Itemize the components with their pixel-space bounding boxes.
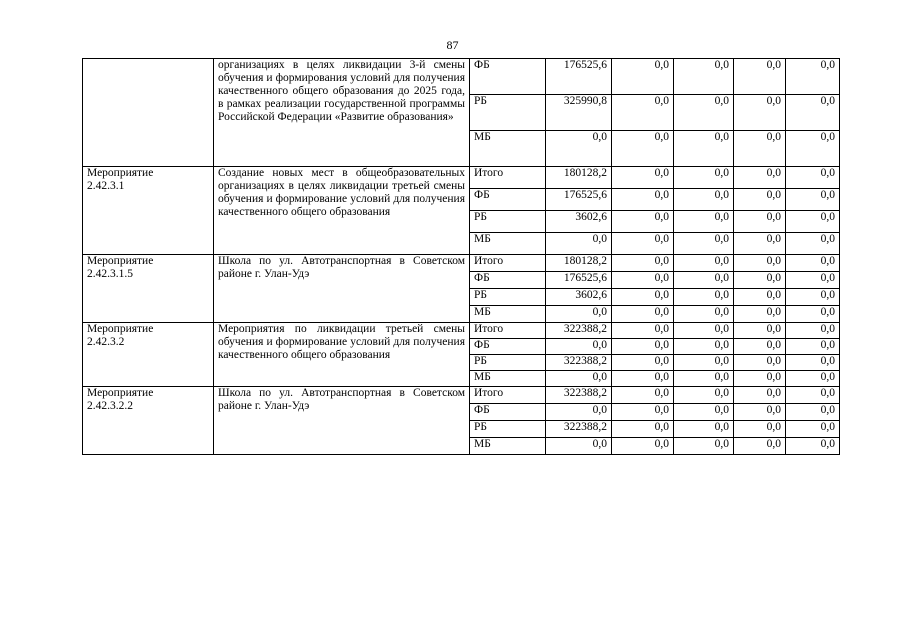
- funding-source: МБ: [470, 233, 546, 255]
- funding-source: ФБ: [470, 59, 546, 95]
- amount-year-2: 0,0: [674, 387, 734, 404]
- amount-year-2: 0,0: [674, 233, 734, 255]
- amount-year-4: 0,0: [786, 272, 840, 289]
- page-number: 87: [446, 38, 459, 52]
- amount-year-2: 0,0: [674, 306, 734, 323]
- amount-year-3: 0,0: [734, 438, 786, 455]
- funding-source: МБ: [470, 306, 546, 323]
- amount-year-2: 0,0: [674, 421, 734, 438]
- funding-source: Итого: [470, 387, 546, 404]
- amount-year-1: 0,0: [612, 355, 674, 371]
- amount-year-3: 0,0: [734, 323, 786, 339]
- funding-source: Итого: [470, 255, 546, 272]
- amount-year-3: 0,0: [734, 339, 786, 355]
- funding-source: РБ: [470, 289, 546, 306]
- funding-source: МБ: [470, 371, 546, 387]
- amount-total: 0,0: [546, 404, 612, 421]
- amount-year-4: 0,0: [786, 189, 840, 211]
- amount-year-1: 0,0: [612, 289, 674, 306]
- measure-description: Создание новых мест в общеобразовательных организациях в целях ликвидации третьей смены обучения и формирование условий для получения качественного общего образования: [214, 167, 470, 255]
- measure-description: Школа по ул. Автотранспортная в Советском районе г. Улан-Удэ: [214, 255, 470, 323]
- amount-year-2: 0,0: [674, 95, 734, 131]
- amount-year-2: 0,0: [674, 404, 734, 421]
- measure-description: Школа по ул. Автотранспортная в Советском районе г. Улан-Удэ: [214, 387, 470, 455]
- amount-year-3: 0,0: [734, 387, 786, 404]
- amount-year-1: 0,0: [612, 131, 674, 167]
- amount-year-1: 0,0: [612, 255, 674, 272]
- measure-name: Мероприятие 2.42.3.2.2: [87, 387, 154, 412]
- amount-year-1: 0,0: [612, 233, 674, 255]
- amount-year-4: 0,0: [786, 289, 840, 306]
- amount-year-3: 0,0: [734, 59, 786, 95]
- amount-year-3: 0,0: [734, 189, 786, 211]
- amount-year-2: 0,0: [674, 189, 734, 211]
- amount-total: 176525,6: [546, 272, 612, 289]
- amount-year-4: 0,0: [786, 339, 840, 355]
- table-row: [83, 255, 840, 272]
- amount-total: 322388,2: [546, 355, 612, 371]
- table-row: [83, 323, 840, 339]
- amount-year-2: 0,0: [674, 355, 734, 371]
- budget-table: [82, 58, 840, 455]
- measure-name-cell: [83, 167, 214, 255]
- measure-name-cell: [83, 323, 214, 387]
- amount-total: 3602,6: [546, 211, 612, 233]
- amount-year-4: 0,0: [786, 438, 840, 455]
- amount-year-4: 0,0: [786, 233, 840, 255]
- amount-year-4: 0,0: [786, 59, 840, 95]
- amount-year-2: 0,0: [674, 255, 734, 272]
- funding-source: ФБ: [470, 272, 546, 289]
- amount-year-2: 0,0: [674, 59, 734, 95]
- amount-year-1: 0,0: [612, 189, 674, 211]
- amount-year-3: 0,0: [734, 95, 786, 131]
- amount-year-1: 0,0: [612, 211, 674, 233]
- amount-year-3: 0,0: [734, 131, 786, 167]
- amount-year-3: 0,0: [734, 404, 786, 421]
- funding-source: МБ: [470, 131, 546, 167]
- amount-year-2: 0,0: [674, 289, 734, 306]
- amount-year-4: 0,0: [786, 255, 840, 272]
- amount-year-1: 0,0: [612, 59, 674, 95]
- table-row: [83, 167, 840, 189]
- funding-source: МБ: [470, 438, 546, 455]
- amount-year-3: 0,0: [734, 272, 786, 289]
- amount-year-3: 0,0: [734, 355, 786, 371]
- amount-year-2: 0,0: [674, 323, 734, 339]
- amount-year-4: 0,0: [786, 387, 840, 404]
- table-row: [83, 59, 840, 95]
- amount-year-1: 0,0: [612, 95, 674, 131]
- amount-year-2: 0,0: [674, 131, 734, 167]
- funding-source: РБ: [470, 95, 546, 131]
- amount-year-1: 0,0: [612, 371, 674, 387]
- amount-year-2: 0,0: [674, 371, 734, 387]
- funding-source: РБ: [470, 211, 546, 233]
- funding-source: ФБ: [470, 339, 546, 355]
- amount-year-4: 0,0: [786, 167, 840, 189]
- amount-total: 0,0: [546, 438, 612, 455]
- amount-year-1: 0,0: [612, 167, 674, 189]
- table-body: [83, 59, 840, 455]
- amount-year-3: 0,0: [734, 211, 786, 233]
- amount-year-1: 0,0: [612, 387, 674, 404]
- measure-description: Мероприятия по ликвидации третьей смены обучения и формирование условий для получения качественного общего образования: [214, 323, 470, 387]
- amount-total: 0,0: [546, 306, 612, 323]
- amount-total: 0,0: [546, 371, 612, 387]
- funding-source: ФБ: [470, 189, 546, 211]
- measure-name: Мероприятие 2.42.3.2: [87, 323, 154, 348]
- amount-year-4: 0,0: [786, 306, 840, 323]
- funding-source: Итого: [470, 167, 546, 189]
- amount-year-4: 0,0: [786, 323, 840, 339]
- amount-year-3: 0,0: [734, 289, 786, 306]
- amount-year-2: 0,0: [674, 339, 734, 355]
- amount-year-2: 0,0: [674, 438, 734, 455]
- amount-year-3: 0,0: [734, 233, 786, 255]
- measure-name-cell: [83, 255, 214, 323]
- amount-year-1: 0,0: [612, 404, 674, 421]
- amount-year-3: 0,0: [734, 371, 786, 387]
- amount-total: 176525,6: [546, 59, 612, 95]
- amount-total: 0,0: [546, 233, 612, 255]
- measure-description: организациях в целях ликвидации 3-й смены обучения и формирования условий для получения качественного общего образования до 2025 года, в рамках реализации государственной программы Российской Федерации «Развитие образования»: [214, 59, 470, 167]
- funding-source: РБ: [470, 355, 546, 371]
- amount-year-3: 0,0: [734, 255, 786, 272]
- amount-total: 322388,2: [546, 421, 612, 438]
- measure-name: Мероприятие 2.42.3.1.5: [87, 255, 154, 280]
- amount-total: 0,0: [546, 131, 612, 167]
- amount-year-3: 0,0: [734, 306, 786, 323]
- amount-year-4: 0,0: [786, 404, 840, 421]
- amount-total: 180128,2: [546, 255, 612, 272]
- amount-year-4: 0,0: [786, 355, 840, 371]
- amount-total: 176525,6: [546, 189, 612, 211]
- amount-total: 180128,2: [546, 167, 612, 189]
- funding-source: РБ: [470, 421, 546, 438]
- amount-year-2: 0,0: [674, 167, 734, 189]
- funding-source: ФБ: [470, 404, 546, 421]
- amount-year-1: 0,0: [612, 323, 674, 339]
- measure-name: Мероприятие 2.42.3.1: [87, 167, 154, 192]
- amount-total: 0,0: [546, 339, 612, 355]
- amount-year-3: 0,0: [734, 421, 786, 438]
- amount-year-1: 0,0: [612, 339, 674, 355]
- amount-year-1: 0,0: [612, 421, 674, 438]
- amount-year-4: 0,0: [786, 421, 840, 438]
- amount-total: 325990,8: [546, 95, 612, 131]
- amount-year-2: 0,0: [674, 272, 734, 289]
- amount-year-1: 0,0: [612, 438, 674, 455]
- amount-total: 3602,6: [546, 289, 612, 306]
- amount-year-1: 0,0: [612, 272, 674, 289]
- amount-year-1: 0,0: [612, 306, 674, 323]
- table-row: [83, 387, 840, 404]
- amount-year-4: 0,0: [786, 95, 840, 131]
- measure-name-cell: [83, 59, 214, 167]
- amount-year-2: 0,0: [674, 211, 734, 233]
- amount-year-4: 0,0: [786, 131, 840, 167]
- measure-name-cell: [83, 387, 214, 455]
- funding-source: Итого: [470, 323, 546, 339]
- amount-year-4: 0,0: [786, 371, 840, 387]
- amount-total: 322388,2: [546, 323, 612, 339]
- amount-year-4: 0,0: [786, 211, 840, 233]
- amount-total: 322388,2: [546, 387, 612, 404]
- amount-year-3: 0,0: [734, 167, 786, 189]
